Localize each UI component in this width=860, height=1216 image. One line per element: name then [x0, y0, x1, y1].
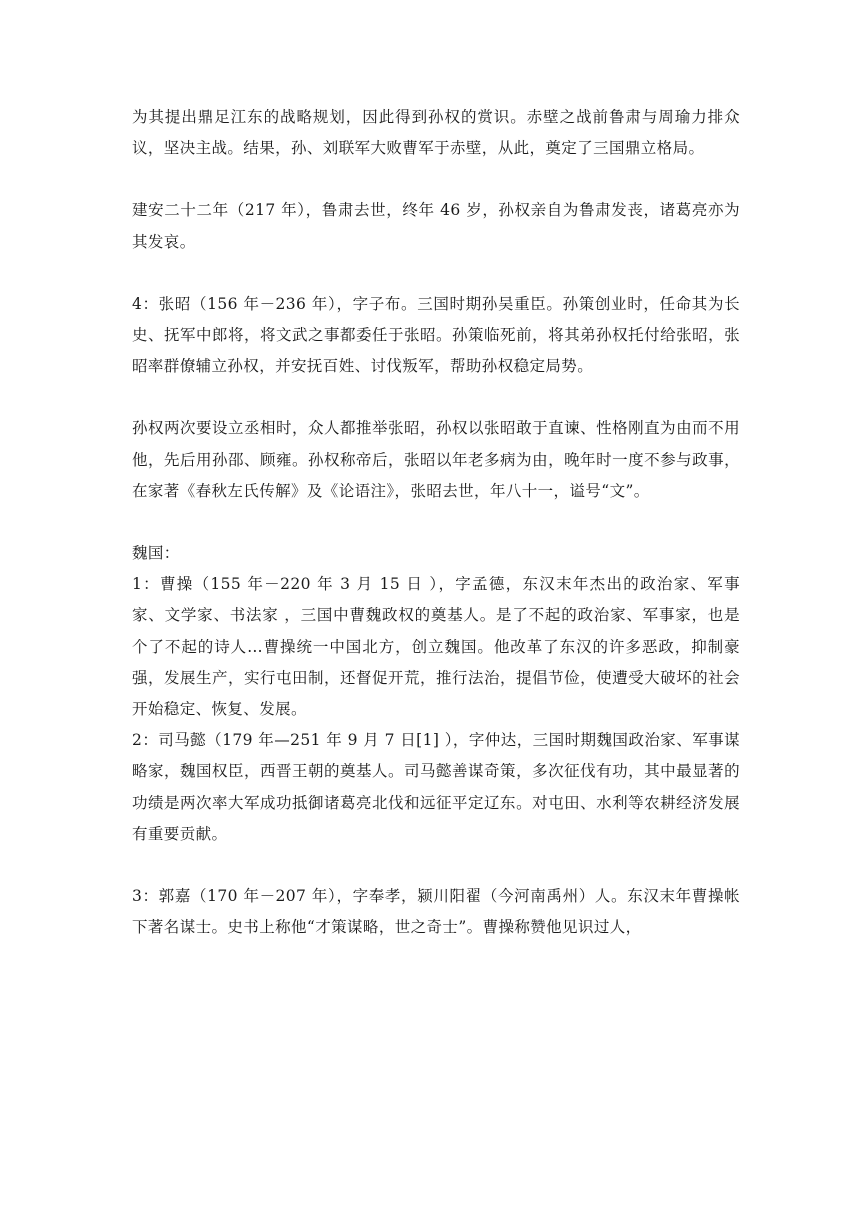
- paragraph-spacer: [132, 850, 740, 881]
- paragraph-zhangzhao-later: 孙权两次要设立丞相时，众人都推举张昭，孙权以张昭敢于直谏、性格刚直为由而不用他，先后用孙邵、顾雍。孙权称帝后，张昭以年老多病为由，晚年时一度不参与政事，在家著《春秋左氏传解》及《论语注》，张昭去世，年八十一，谥号“文”。: [132, 419, 740, 500]
- paragraph-spacer: [132, 258, 740, 289]
- paragraph-spacer: [132, 164, 740, 195]
- paragraph-lusu-strategy: 为其提出鼎足江东的战略规划，因此得到孙权的赏识。赤壁之战前鲁肃与周瑜力排众议，坚决主战。结果，孙、刘联军大败曹军于赤壁，从此，奠定了三国鼎立格局。: [132, 108, 740, 158]
- entry-guojia: 3：郭嘉（170 年－207 年），字奉孝，颍川阳翟（今河南禹州）人。东汉末年曹操帐下著名谋士。史书上称他“才策谋略，世之奇士”。曹操称赞他见识过人，: [132, 887, 740, 937]
- paragraph-spacer: [132, 382, 740, 413]
- paragraph-zhangzhao-intro: 4：张昭（156 年－236 年），字子布。三国时期孙吴重臣。孙策创业时，任命其为长史、抚军中郎将，将文武之事都委任于张昭。孙策临死前，将其弟孙权托付给张昭，张昭率群僚辅立孙权，并安抚百姓、讨伐叛军，帮助孙权稳定局势。: [132, 294, 740, 376]
- document-body: [132, 102, 740, 943]
- paragraph-spacer: [132, 507, 740, 538]
- entry-simayi: 2：司马懿（179 年—251 年 9 月 7 日[1] ），字仲达，三国时期魏国政治家、军事谋略家，魏国权臣，西晋王朝的奠基人。司马懿善谋奇策，多次征伐有功，其中最显著的功绩是两次率大军成功抵御诸葛亮北伐和远征平定辽东。对屯田、水利等农耕经济发展有重要贡献。: [132, 731, 740, 843]
- paragraph-lusu-death: 建安二十二年（217 年），鲁肃去世，终年 46 岁，孙权亲自为鲁肃发丧，诸葛亮亦为其发哀。: [132, 201, 740, 251]
- section-heading-wei: 魏国：: [132, 544, 180, 563]
- entry-caocao: 1：曹操（155 年－220 年 3 月 15 日 ），字孟德，东汉末年杰出的政治家、军事家、文学家、书法家 ，三国中曹魏政权的奠基人。是了不起的政治家、军事家，也是个了不起的诗人…曹操统一中国北方，创立魏国。他改革了东汉的许多恶政，抑制豪强，发展生产，实行屯田制，还督促开荒，推行法治，提倡节俭，使遭受大破坏的社会开始稳定、恢复、发展。: [132, 575, 740, 719]
